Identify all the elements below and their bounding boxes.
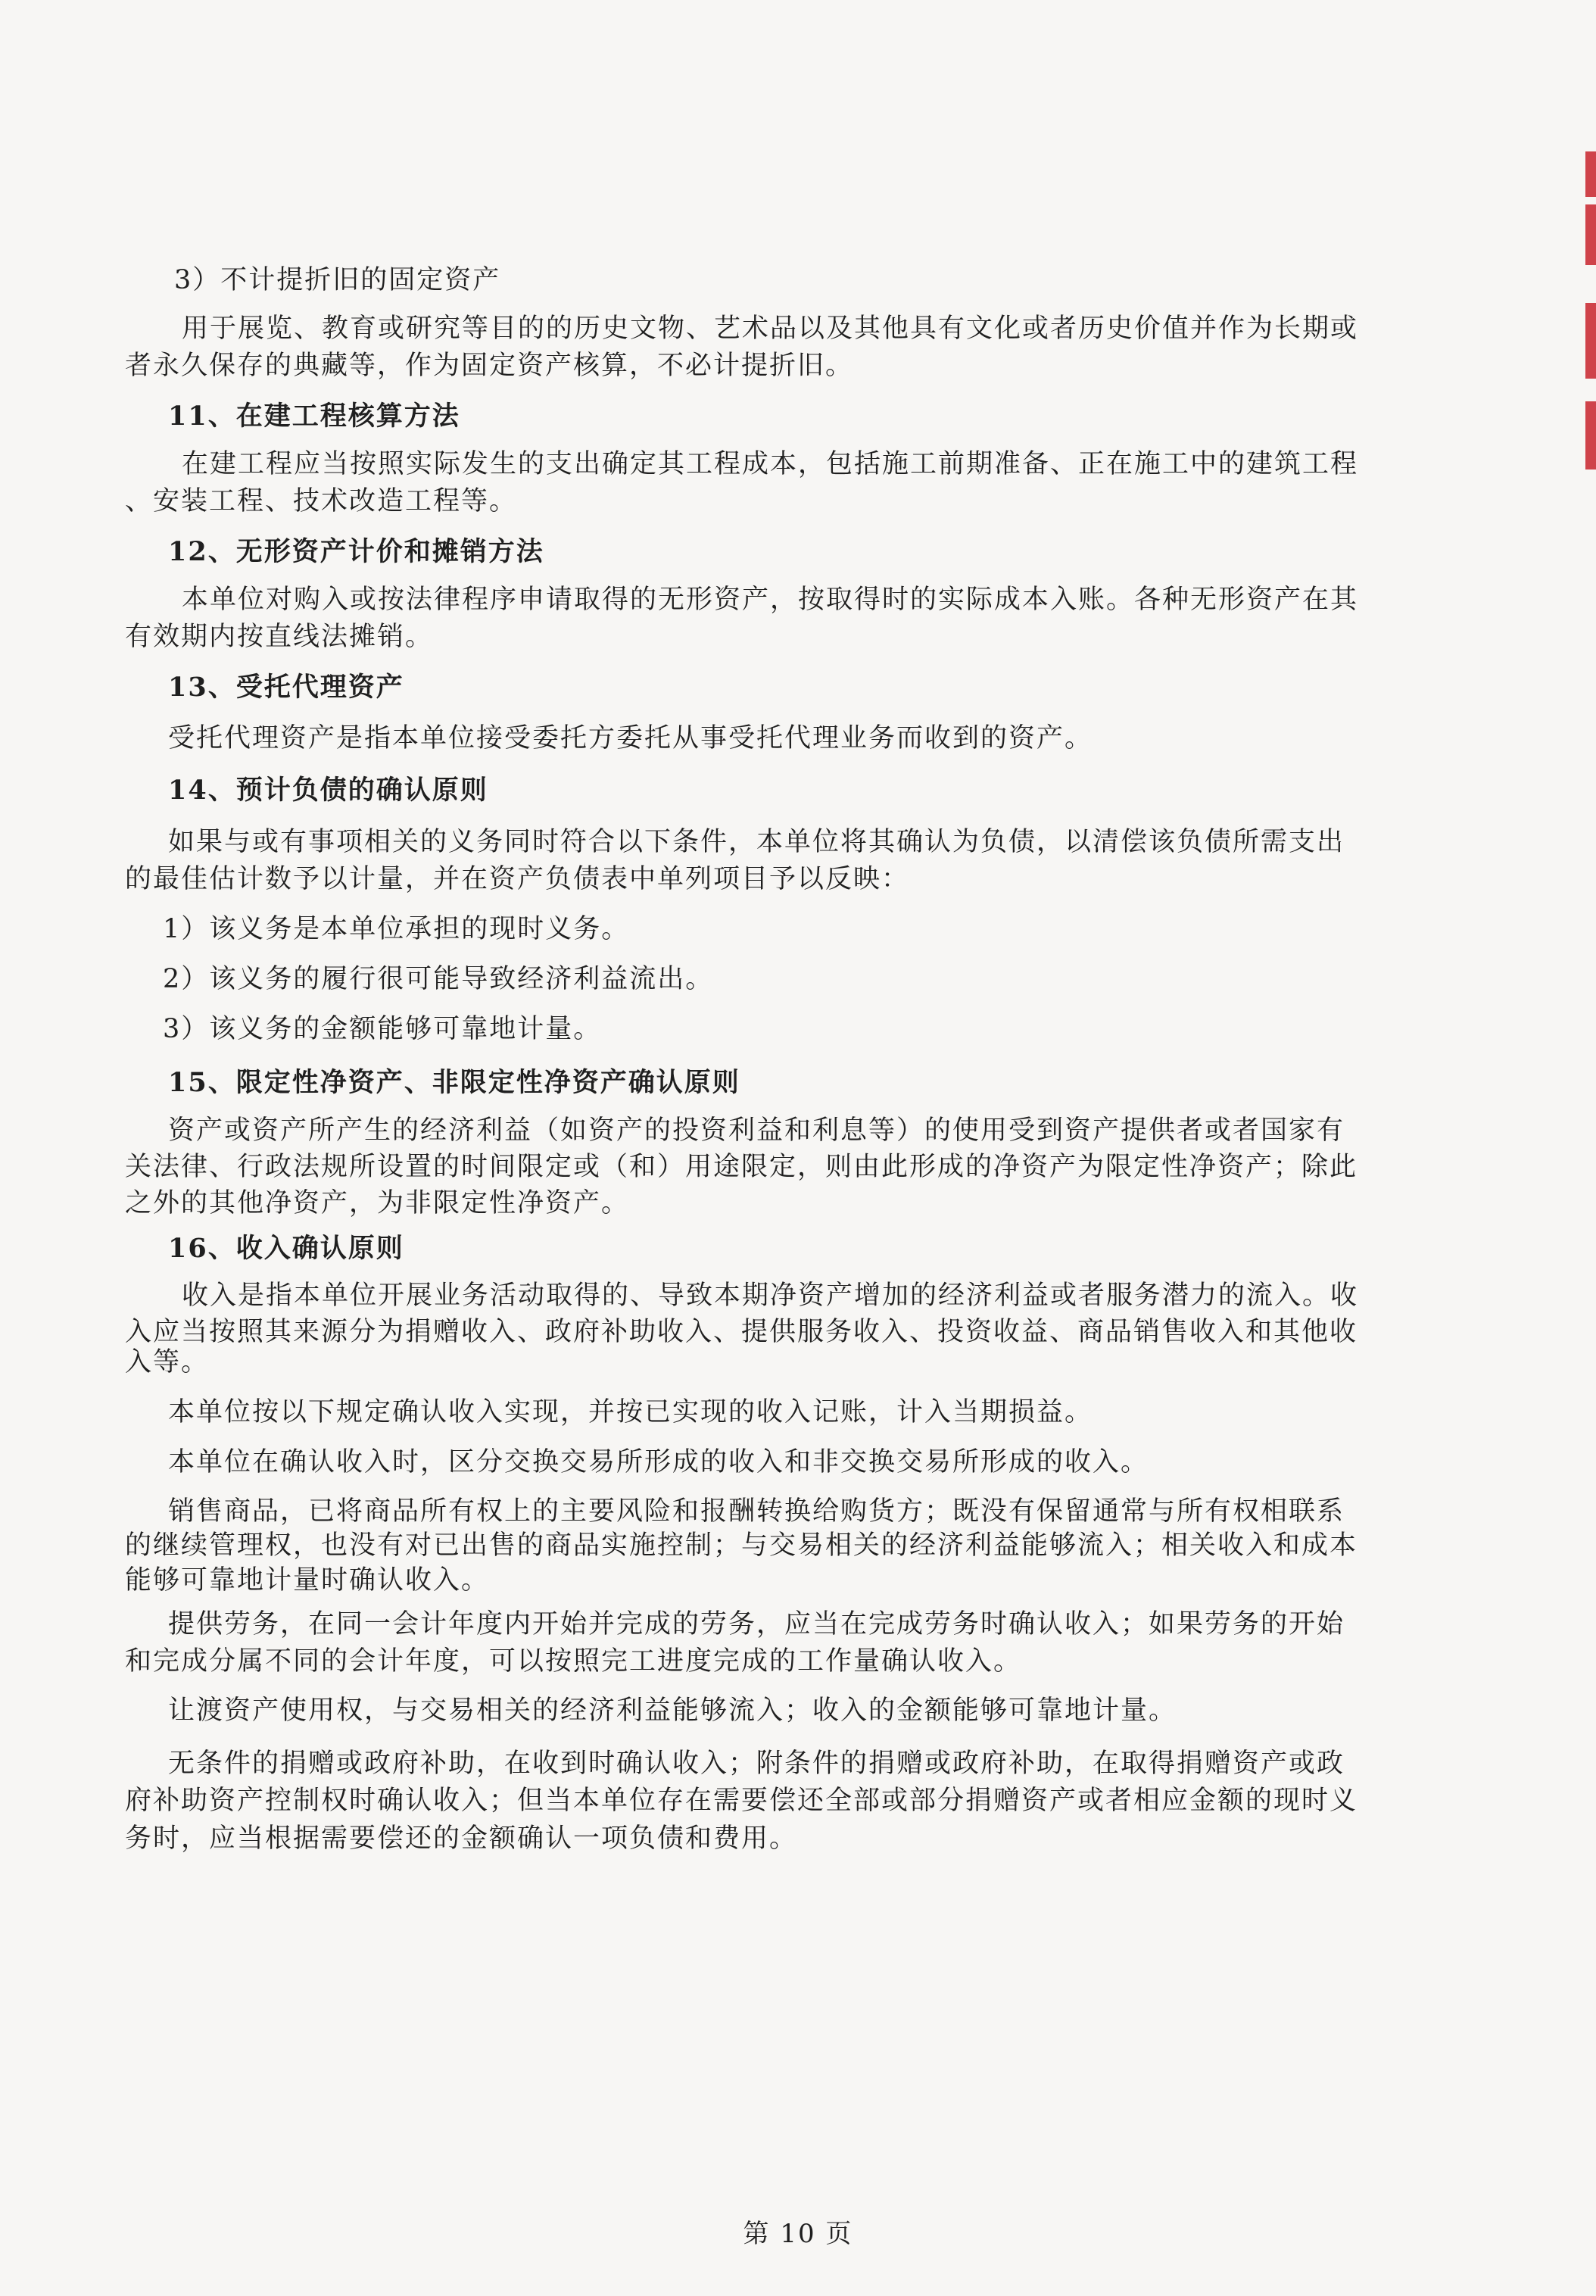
paragraph-line: 关法律、行政法规所设置的时间限定或（和）用途限定，则由此形成的净资产为限定性净资产；除此 — [125, 1152, 1358, 1182]
paragraph-line: 的最佳估计数予以计量，并在资产负债表中单列项目予以反映： — [125, 864, 910, 894]
paragraph-line: 的继续管理权，也没有对已出售的商品实施控制；与交易相关的经济利益能够流入；相关收入和成本 — [125, 1530, 1358, 1561]
paragraph-line: 本单位按以下规定确认收入实现，并按已实现的收入记账，计入当期损益。 — [168, 1397, 1093, 1427]
paragraph-line: 用于展览、教育或研究等目的的历史文物、艺术品以及其他具有文化或者历史价值并作为长期或 — [182, 314, 1359, 344]
stamp-fragment — [1585, 151, 1596, 197]
paragraph-line: 务时，应当根据需要偿还的金额确认一项负债和费用。 — [125, 1823, 798, 1854]
paragraph-line: 能够可靠地计量时确认收入。 — [125, 1565, 490, 1596]
paragraph-line: 者永久保存的典藏等，作为固定资产核算，不必计提折旧。 — [125, 351, 854, 381]
stamp-fragment — [1585, 204, 1596, 265]
paragraph-line: 有效期内按直线法摊销。 — [125, 622, 434, 652]
paragraph-line: 在建工程应当按照实际发生的支出确定其工程成本，包括施工前期准备、正在施工中的建筑工程 — [182, 449, 1359, 479]
section-heading: 14、预计负债的确认原则 — [168, 775, 488, 806]
paragraph-line: 本单位对购入或按法律程序申请取得的无形资产，按取得时的实际成本入账。各种无形资产在其 — [182, 585, 1359, 615]
paragraph-line: 入等。 — [125, 1347, 210, 1377]
paragraph-line: 提供劳务，在同一会计年度内开始并完成的劳务，应当在完成劳务时确认收入；如果劳务的开始 — [168, 1609, 1345, 1639]
list-item: 3）不计提折旧的固定资产 — [174, 265, 501, 295]
section-heading: 13、受托代理资产 — [168, 672, 404, 703]
paragraph-line: 无条件的捐赠或政府补助，在收到时确认收入；附条件的捐赠或政府补助，在取得捐赠资产或政 — [168, 1749, 1345, 1779]
section-heading: 11、在建工程核算方法 — [168, 401, 460, 432]
paragraph-line: 资产或资产所产生的经济利益（如资产的投资利益和利息等）的使用受到资产提供者或者国家有 — [168, 1115, 1345, 1146]
paragraph-line: 本单位在确认收入时，区分交换交易所形成的收入和非交换交易所形成的收入。 — [168, 1447, 1149, 1477]
paragraph-line: 如果与或有事项相关的义务同时符合以下条件，本单位将其确认为负债，以清偿该负债所需支出 — [168, 827, 1345, 857]
section-heading: 16、收入确认原则 — [168, 1233, 404, 1264]
stamp-fragment — [1585, 303, 1596, 379]
list-item: 1）该义务是本单位承担的现时义务。 — [163, 914, 630, 944]
paragraph-line: 、安装工程、技术改造工程等。 — [125, 486, 518, 516]
section-heading: 12、无形资产计价和摊销方法 — [168, 536, 544, 567]
section-heading: 15、限定性净资产、非限定性净资产确认原则 — [168, 1067, 740, 1098]
stamp-fragment — [1585, 401, 1596, 469]
paragraph-line: 入应当按照其来源分为捐赠收入、政府补助收入、提供服务收入、投资收益、商品销售收入和其他收 — [125, 1317, 1358, 1347]
list-item: 2）该义务的履行很可能导致经济利益流出。 — [163, 964, 714, 994]
paragraph-line: 受托代理资产是指本单位接受委托方委托从事受托代理业务而收到的资产。 — [168, 723, 1093, 753]
paragraph-line: 之外的其他净资产，为非限定性净资产。 — [125, 1188, 630, 1218]
paragraph-line: 府补助资产控制权时确认收入；但当本单位存在需要偿还全部或部分捐赠资产或者相应金额的现时义 — [125, 1786, 1358, 1816]
paragraph-line: 收入是指本单位开展业务活动取得的、导致本期净资产增加的经济利益或者服务潜力的流入。收 — [182, 1281, 1359, 1311]
paragraph-line: 让渡资产使用权，与交易相关的经济利益能够流入；收入的金额能够可靠地计量。 — [168, 1695, 1177, 1726]
page-number: 第 10 页 — [743, 2219, 853, 2249]
paragraph-line: 销售商品，已将商品所有权上的主要风险和报酬转换给购货方；既没有保留通常与所有权相联系 — [168, 1496, 1345, 1527]
list-item: 3）该义务的金额能够可靠地计量。 — [163, 1014, 602, 1044]
paragraph-line: 和完成分属不同的会计年度，可以按照完工进度完成的工作量确认收入。 — [125, 1646, 1022, 1677]
